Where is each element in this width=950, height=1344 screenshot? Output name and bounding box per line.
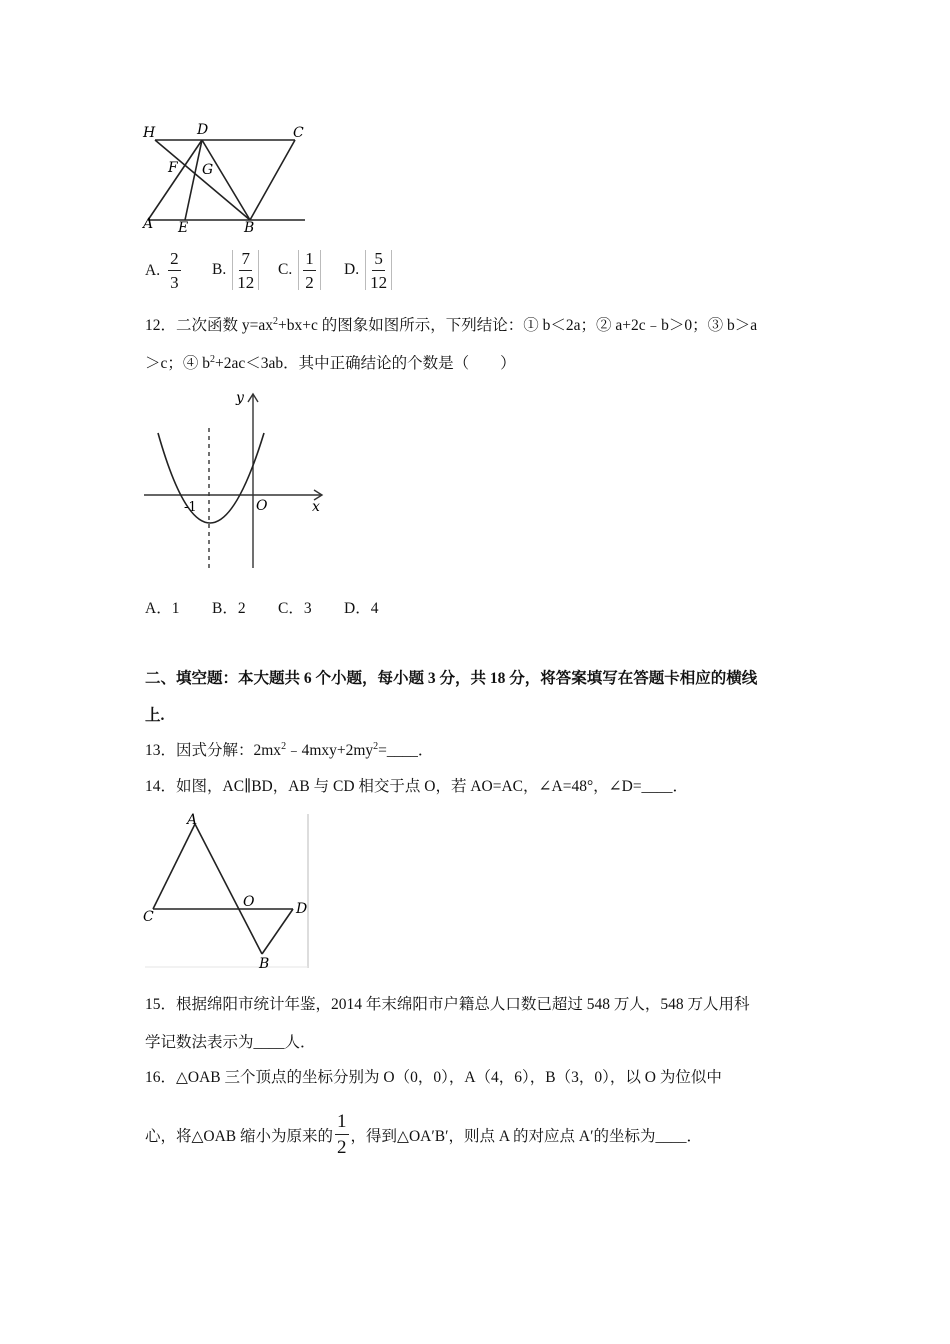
minus-one-label: -1 [184,500,197,515]
q11-option-b-fraction: $\frac{7}{12}$ [237,248,255,292]
q15-line1: 15．根据绵阳市统计年鉴，2014 年末绵阳市户籍总人口数已超过 548 万人，548 万人用科 [145,996,750,1013]
label-f: F [168,160,178,176]
origin-label: O [256,498,268,514]
x-label: x [312,499,320,515]
q11-option-c-label: C. [278,261,293,278]
q11-option-b [212,250,259,290]
line-hb [155,140,250,220]
q11-option-a [145,250,183,291]
q16-fraction: $\frac{1}{2}$ [337,1111,347,1158]
label-c: C [293,125,304,141]
q11-option-d-label: D. [344,261,360,278]
side-db [262,909,293,954]
parallelogram-figure [140,120,310,235]
side-ac [153,824,195,909]
label-d: D [296,901,308,917]
q12-line2: ＞c；④ $b^2+2ac<3ab$．其中正确结论的个数是（ ） [145,353,516,372]
label-o: O [243,894,255,910]
label-a: A [187,812,198,828]
q11-option-a-fraction: $\frac{2}{3}$ [170,249,179,292]
q15-line2: 学记数法表示为____人． [145,1034,316,1051]
section2-heading-line2: 上. [145,707,165,724]
q16-line1: 16．△OAB 三个顶点的坐标分别为 O（0，0），A（4，6），B（3，0），以 O 为位似中 [145,1069,722,1086]
q13-text: 13．因式分解：$2mx^2﹣4mxy+2my^2=\_\_\_\_$． [145,740,434,759]
label-e: E [178,220,189,235]
q11-option-d-fraction: $\frac{5}{12}$ [370,248,388,292]
triangles-figure [143,812,311,970]
q16-line2: 心，将△OAB 缩小为原来的 $\frac{1}{2}$ ，得到△OA′B′，则点 A 的对应点 A′的坐标为____． [145,1111,703,1158]
label-d: D [197,122,209,138]
q11-option-c [278,250,321,290]
q12-option-a: A．1 [145,600,180,617]
parabola-graph [140,388,330,573]
label-c: C [143,909,154,925]
q11-option-a-label: A. [145,261,161,279]
q12-line1: 12．二次函数 $y=ax^2+bx+c$ 的图象如图所示，下列结论：① b＜2a；② a+2c﹣b＞0；③ b＞a [145,315,758,334]
q11-option-d [344,250,392,290]
q11-option-c-fraction: $\frac{1}{2}$ [305,248,314,292]
q12-option-b: B．2 [212,600,246,617]
label-g: G [202,162,214,178]
label-b: B [244,220,255,235]
label-a: A [143,216,154,232]
line-ab [195,824,262,954]
q14-text: 14．如图，AC∥BD，AB 与 CD 相交于点 O，若 AO=AC，∠A=48°，∠D=____． [145,778,689,795]
label-h: H [143,125,156,141]
label-b: B [259,956,270,970]
section2-heading-line1: 二、填空题：本大题共 6 个小题，每小题 3 分，共 18 分，将答案填写在答题卡相应的横线 [145,670,758,687]
q12-option-d: D．4 [344,600,379,617]
side-bc [250,140,295,220]
y-label: y [236,390,244,406]
q12-option-c: C．3 [278,600,312,617]
parabola-curve [158,433,264,523]
q11-option-b-label: B. [212,261,227,278]
line-db [202,140,250,220]
